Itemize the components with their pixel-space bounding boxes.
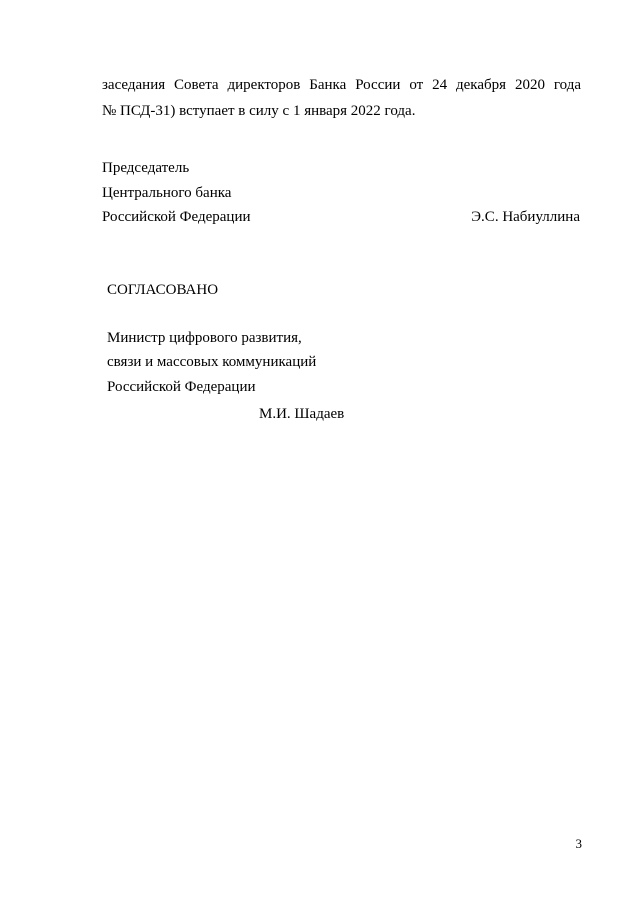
page-number: 3: [575, 836, 582, 851]
signatory-title-line-2: Центрального банка: [102, 185, 232, 201]
approver-name: М.И. Шадаев: [259, 406, 345, 422]
paragraph-line-1: заседания Совета директоров Банка России от 24 декабря 2020 года: [102, 77, 581, 93]
paragraph-line-2: № ПСД-31) вступает в силу с 1 января 2022 года.: [102, 103, 416, 119]
approval-heading: СОГЛАСОВАНО: [107, 282, 219, 298]
approver-title-line-3: Российской Федерации: [107, 379, 256, 395]
approver-title-line-1: Министр цифрового развития,: [107, 330, 302, 346]
signatory-title-line-1: Председатель: [102, 160, 190, 176]
body-paragraph: [102, 72, 581, 124]
approver-title-line-2: связи и массовых коммуникаций: [107, 354, 317, 370]
signatory-title-line-3: Российской Федерации: [102, 209, 251, 225]
signatory-name: Э.С. Набиуллина: [471, 209, 580, 225]
